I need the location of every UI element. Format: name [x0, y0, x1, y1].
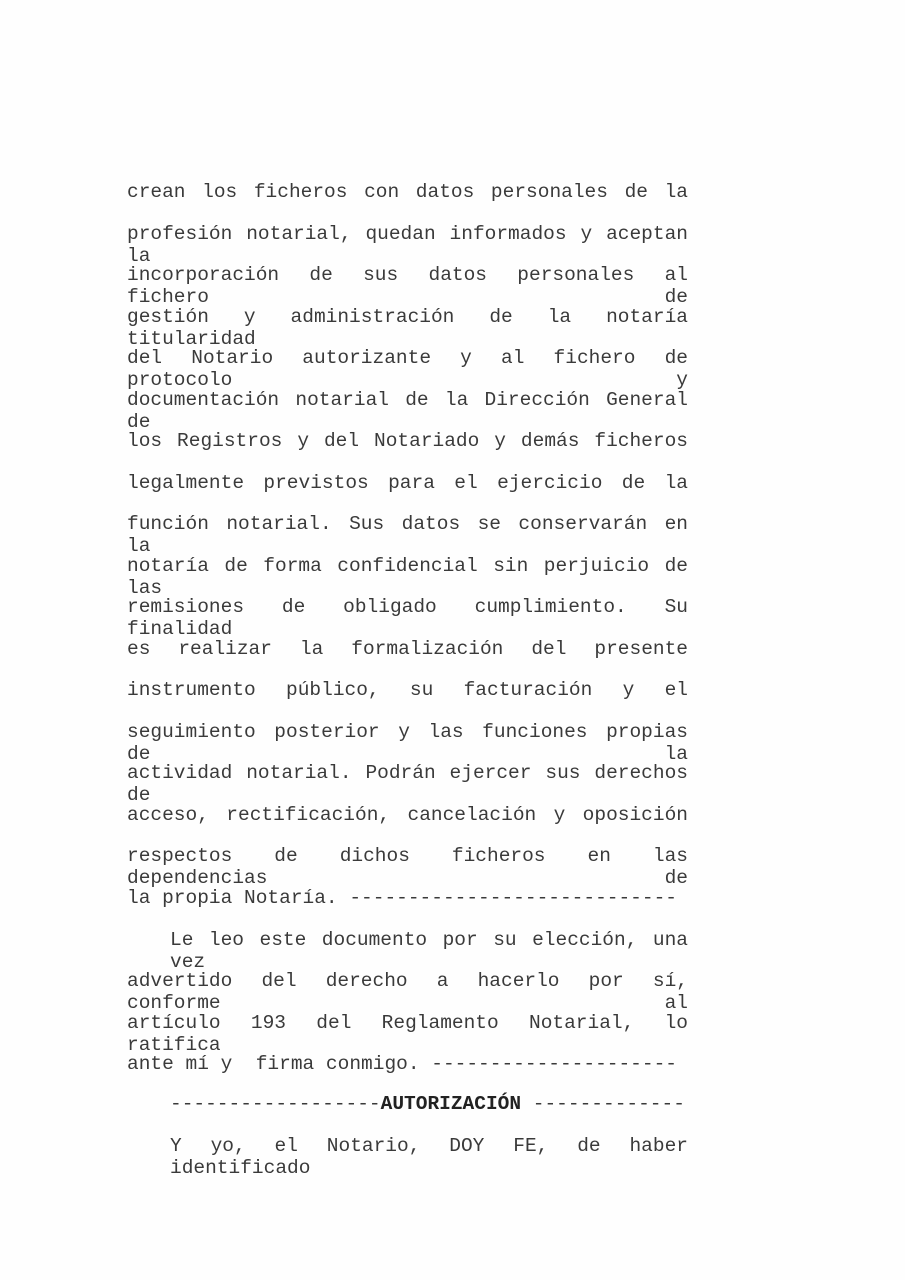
text-line: artículo 193 del Reglamento Notarial, lo ratifica — [127, 1012, 688, 1056]
text-line: respectos de dichos ficheros en las dependencias de — [127, 845, 688, 889]
text-line: gestión y administración de la notaría titularidad — [127, 306, 688, 350]
text-line: instrumento público, su facturación y el — [127, 679, 688, 701]
section-title: AUTORIZACIÓN — [380, 1093, 522, 1115]
text-line: Le leo este documento por su elección, una vez — [170, 929, 688, 973]
text-line: acceso, rectificación, cancelación y oposición — [127, 804, 688, 826]
text-line: los Registros y del Notariado y demás ficheros — [127, 430, 688, 452]
dashes: ------------- — [521, 1093, 685, 1115]
text-line: ante mí y firma conmigo. --------------------- — [127, 1053, 677, 1075]
text-line: es realizar la formalización del presente — [127, 638, 688, 660]
text-line: función notarial. Sus datos se conservarán en la — [127, 513, 688, 557]
text-line: remisiones de obligado cumplimiento. Su finalidad — [127, 596, 688, 640]
text-line: la propia Notaría. ---------------------------- — [127, 887, 677, 909]
text-line: actividad notarial. Podrán ejercer sus derechos de — [127, 762, 688, 806]
text-line: seguimiento posterior y las funciones propias de la — [127, 721, 688, 765]
text-line: incorporación de sus datos personales al fichero de — [127, 264, 688, 308]
text-line: documentación notarial de la Dirección General de — [127, 389, 688, 433]
text-line: crean los ficheros con datos personales de la — [127, 181, 688, 203]
text-line: legalmente previstos para el ejercicio de la — [127, 472, 688, 494]
text-line: del Notario autorizante y al fichero de protocolo y — [127, 347, 688, 391]
text-line: profesión notarial, quedan informados y aceptan la — [127, 223, 688, 267]
dashes: ------------------ — [170, 1093, 381, 1115]
text-line: Y yo, el Notario, DOY FE, de haber identificado — [170, 1135, 688, 1179]
text-line: advertido del derecho a hacerlo por sí, conforme al — [127, 970, 688, 1014]
section-heading — [170, 1093, 688, 1115]
text-line: notaría de forma confidencial sin perjuicio de las — [127, 555, 688, 599]
